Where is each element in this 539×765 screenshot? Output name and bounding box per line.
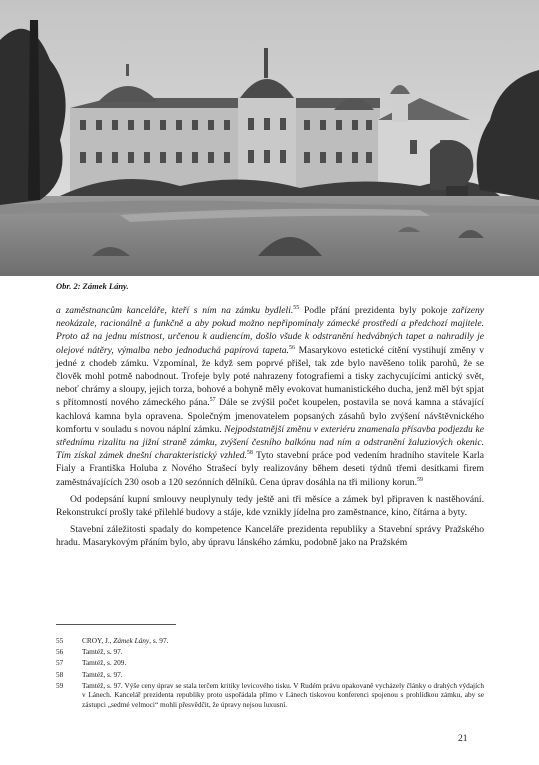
footnote-number: 58 (56, 669, 64, 679)
paragraph-2: Od podepsání kupní smlouvy neuplynuly tedy ještě ani tři měsíce a zámek byl připraven k nastěhování. Rekonstrukcí prošly také přilehlé budovy a stáje, kde vznikly jídelna pro zaměstnance, kino, čítárna a byty. (56, 493, 484, 519)
footnote-divider (56, 624, 176, 625)
footnote-text: Tamtéž, s. 209. (82, 658, 127, 668)
footnote-ref-57[interactable]: 57 (209, 397, 216, 404)
footnote-text: Tamtéž, s. 97. Výše ceny úprav se stala terčem kritiky levicového tisku. V Rudém právu opakovaně vycházely články o drahých výdajích v Lánech. Kancelář prezidenta republiky proto uspořádala přímo v Lánech tiskovou konferenci spojenou s prohlídkou zámku, aby se zástupci „sedmé velmoci“ mohli přesvědčit, že úpravy nejsou luxusní. (82, 680, 484, 709)
footnote-ref-56[interactable]: 56 (288, 344, 295, 351)
paragraph-1 (56, 304, 484, 489)
footnote (56, 658, 484, 668)
footnote-text: Tamtéž, s. 97. (82, 647, 123, 657)
footnote-ref-58[interactable]: 58 (246, 450, 253, 457)
footnote-number: 55 (56, 636, 64, 645)
footnote-ref-55[interactable]: 55 (293, 305, 300, 311)
paragraph-1-part-1: a zaměstnancům kanceláře, kteří s ním na zámku bydleli. (56, 305, 294, 316)
footnote (56, 681, 484, 710)
figure-caption: Obr. 2: Zámek Lány. (56, 281, 129, 291)
chateau-photograph (0, 0, 539, 276)
footnotes (56, 636, 484, 711)
paragraph-3: Stavební záležitosti spadaly do kompetence Kanceláře prezidenta republiky a Stavební správy Pražského hradu. Masarykovým přáním bylo, aby úpravu lánského zámku, podobně jako na Pražském (56, 524, 484, 549)
body-text (56, 304, 484, 550)
page-number: 21 (458, 734, 468, 744)
footnote (56, 647, 484, 657)
paragraph-1-part-5: Dále se zvýšil počet koupelen, postavila se nová kamna a stávající kachlová kamna byla opravena. Společným jmenovatelem popsaných zásahů bylo zvýšení návštěvnického komfortu v souladu s novou náplní zámku. (56, 397, 484, 435)
footnote-ref-59[interactable]: 59 (417, 476, 424, 483)
footnote-text: Tamtéž, s. 97. (82, 669, 123, 679)
footnote-number: 57 (56, 658, 64, 668)
paragraph-1-part-6: Nejpodstatnější změnu v exteriéru znamenala přísavba podjezdu ke střednímu rizalitu na jižní straně zámku, zvýšení česního balkónu nad ním a odstranění žaluziových okenic. Tím získal zámek dnešní charakteristický vzhled. (56, 423, 484, 462)
footnote (56, 670, 484, 680)
paragraph-1-part-2: Podle přání prezidenta byly pokoje (299, 305, 453, 316)
footnote (56, 636, 484, 646)
footnote-text: CROY, J., Zámek Lány, s. 97. (82, 636, 169, 645)
paragraph-1-part-4: Masarykovo estetické cítění vystihují změny v jedné z chodeb zámku. Vzpomínal, že když sem poprvé přišel, tak zde bylo navěšeno tolik parohů, že se člověk mohl potmě nabodnout. Trofeje byly poté nahrazeny fotografiemi a tisky zachycujícími antický svět, neboť chrámy a sloupy, jejich torza, bohové a bohyně měly evokovat humanistického ducha, jenž měl být spjat s přítomností nového zámeckého pána. (56, 344, 484, 409)
footnote-number: 56 (56, 647, 64, 657)
paragraph-1-part-3: zařízeny neokázale, racionálně a funkčně a aby pokud možno nepřipomínaly zámecké prostředí a předchozí majitele. Proto až na jednu místnost, určenou k audiencím, došlo všude k odstranění hedvábných tapet a nahradily je olejové nátěry, výmalba nebo jednoduchá papírová tapeta. (56, 305, 485, 356)
footnote-number: 59 (56, 680, 64, 690)
paragraph-1-part-7: Tyto stavební práce pod vedením hradního stavitele Karla Fialy a Františka Holuba z Nového Strašecí byly realizovány během deseti týdnů třemi desítkami firem zaměstnávajících 230 osob a 120 sezónních dělníků. Cena úprav dosáhla na tři miliony korun. (56, 450, 484, 488)
